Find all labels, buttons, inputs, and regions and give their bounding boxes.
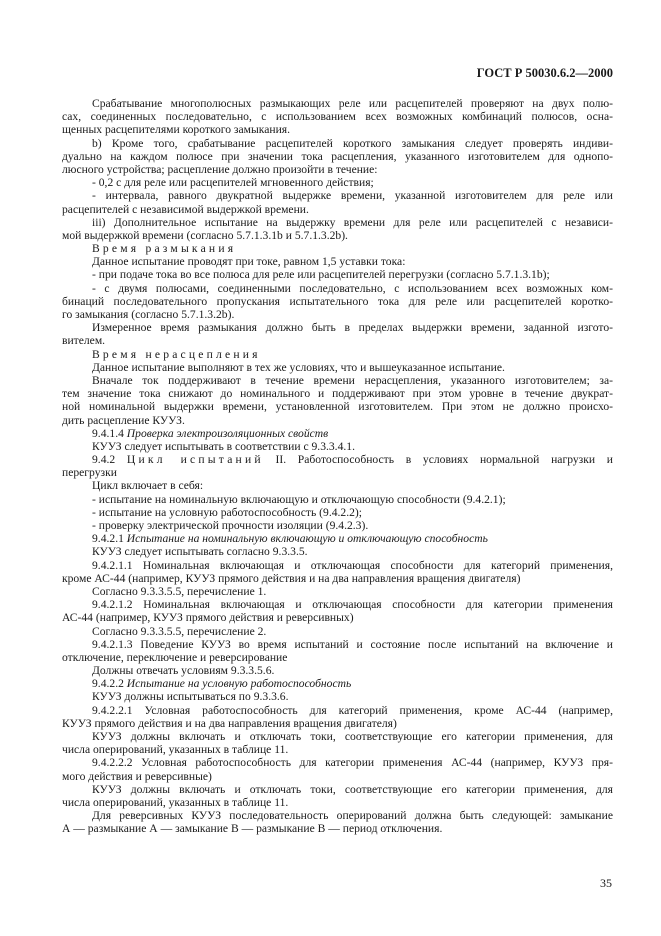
italic-heading: Испытание на номинальную включающую и отключающую способность	[126, 532, 488, 546]
text-line	[62, 677, 613, 690]
text-segment: 9.4.2.2	[92, 677, 127, 691]
spaced-heading: Время нерасцепления	[92, 347, 261, 361]
text-segment: бинаций последовательного пропускания испытательного тока для реле или расцепителей коротко-	[62, 294, 613, 308]
text-segment: 9.4.2.1.1 Номинальная включающая и отключающая способности для категорий применения,	[92, 558, 613, 572]
text-segment: числа оперирований, указанных в таблице 11.	[62, 795, 289, 809]
text-line	[62, 770, 613, 783]
text-line	[62, 783, 613, 796]
text-segment: КУУЗ должны испытываться по 9.3.3.6.	[92, 690, 289, 704]
text-line	[62, 282, 613, 295]
text-line	[62, 664, 613, 677]
text-line	[62, 756, 613, 769]
text-line	[62, 453, 613, 466]
text-line	[62, 348, 613, 361]
text-segment: 9.4.1.4	[92, 426, 127, 440]
text-segment: ной номинальной выдержки времени, установленной изготовителем. При этом не должно происхо-	[62, 400, 613, 414]
text-segment: мой выдержкой времени (согласно 5.7.1.3.1b и 5.7.1.3.2b).	[62, 228, 348, 242]
text-segment: Срабатывание многополюсных размыкающих реле или расцепителей проверяют на двух полю-	[92, 97, 613, 110]
spaced-heading: Цикл испытаний	[126, 453, 264, 467]
text-segment: А — размыкание А — замыкание В — размыкание В — период отключения.	[62, 822, 443, 836]
text-line	[62, 479, 613, 492]
text-line	[62, 110, 613, 123]
text-segment: - испытание на номинальную включающую и отключающую способности (9.4.2.1);	[92, 492, 506, 506]
text-segment: - проверку электрической прочности изоляции (9.4.2.3).	[92, 519, 369, 532]
text-line	[62, 387, 613, 400]
text-segment: Согласно 9.3.3.5.5, перечисление 1.	[92, 584, 267, 598]
text-segment: - 0,2 с для реле или расцепителей мгновенного действия;	[92, 176, 374, 190]
text-line	[62, 717, 613, 730]
text-line	[62, 519, 613, 532]
text-line	[62, 532, 613, 545]
text-line	[62, 334, 613, 347]
text-line	[62, 308, 613, 321]
text-segment: КУУЗ следует испытывать в соответствии с 9.3.3.4.1.	[92, 439, 355, 453]
text-line	[62, 321, 613, 334]
text-segment: Должны отвечать условиям 9.3.3.5.6.	[92, 664, 275, 678]
text-line	[62, 730, 613, 743]
text-line	[62, 216, 613, 229]
text-segment: тем значение тока снижают до номинального и поддерживают при этом уровне в течение двукрат-	[62, 387, 613, 401]
text-line	[62, 545, 613, 558]
text-segment: дуально на каждом полюсе при значении тока расцепления, указанного изготовителем для однопо-	[62, 149, 613, 163]
text-segment: - испытание на условную работоспособность (9.4.2.2);	[92, 505, 362, 519]
text-segment: Для реверсивных КУУЗ последовательность оперирований должна быть следующей: замыкание	[92, 809, 613, 823]
text-line	[62, 506, 613, 519]
text-segment: КУУЗ должны включать и отключать токи, соответствующие его категории применения, для	[92, 730, 613, 743]
text-line	[62, 638, 613, 651]
text-segment: 9.4.2.1.3 Поведение КУУЗ во время испытаний и состояние после испытаний на включение и	[92, 637, 613, 651]
text-line	[62, 611, 613, 624]
text-segment: 9.4.2	[92, 453, 127, 467]
text-line	[62, 176, 613, 189]
text-line	[62, 374, 613, 387]
text-line	[62, 137, 613, 150]
text-line	[62, 242, 613, 255]
text-line	[62, 361, 613, 374]
text-segment: Измеренное время размыкания должно быть в пределах выдержки времени, заданной изгото-	[92, 321, 613, 335]
text-segment: - интервала, равного двукратной выдержке времени, указанной изготовителем для реле или	[92, 189, 613, 203]
text-segment: го замыкания (согласно 5.7.1.3.2b).	[62, 308, 235, 321]
text-segment: КУУЗ должны включать и отключать токи, соответствующие его категории применения, для	[92, 782, 613, 796]
text-line	[62, 704, 613, 717]
text-segment: КУУЗ следует испытывать согласно 9.3.3.5.	[92, 545, 308, 559]
text-line	[62, 585, 613, 598]
text-segment: щенных расцепителями короткого замыкания.	[62, 123, 291, 137]
text-segment: дить расцепление КУУЗ.	[62, 413, 185, 427]
text-line	[62, 268, 613, 281]
text-segment: кроме АС-44 (например, КУУЗ прямого действия и на два направления вращения двигателя)	[62, 571, 521, 585]
text-line	[62, 440, 613, 453]
text-segment: b) Кроме того, срабатывание расцепителей короткого замыкания следует проверять индиви-	[92, 136, 613, 150]
text-segment: расцепителей с независимой выдержкой времени.	[62, 202, 309, 216]
text-line	[62, 427, 613, 440]
text-segment: сах, соединенных последовательно, с использованием всех возможных комбинаций полюсов, осна-	[62, 110, 613, 124]
page-number: 35	[600, 876, 612, 890]
text-line	[62, 255, 613, 268]
text-segment: - при подаче тока во все полюса для реле или расцепителей перегрузки (согласно 5.7.1.3.1b);	[92, 268, 550, 282]
text-line	[62, 295, 613, 308]
text-segment: - с двумя полюсами, соединенными последовательно, с использованием всех возможных ком-	[92, 281, 613, 295]
text-segment: 9.4.2.1.2 Номинальная включающая и отключающая способности для категории применения	[92, 598, 613, 612]
spaced-heading: Время размыкания	[92, 242, 237, 256]
text-line	[62, 572, 613, 585]
text-segment: Цикл включает в себя:	[92, 479, 204, 493]
text-line	[62, 466, 613, 479]
text-line	[62, 400, 613, 413]
text-segment: Данное испытание проводят при токе, равном 1,5 уставки тока:	[92, 255, 406, 269]
text-segment: 9.4.2.1	[92, 532, 127, 546]
text-line	[62, 163, 613, 176]
text-line	[62, 414, 613, 427]
text-segment: перегрузки	[62, 466, 117, 480]
text-line	[62, 189, 613, 202]
text-segment: 9.4.2.2.1 Условная работоспособность для категорий применения, кроме АС-44 (например,	[92, 703, 613, 717]
text-segment: люсного устройства; расцепление должно произойти в течение:	[62, 162, 378, 176]
text-segment: Вначале ток поддерживают в течение времени нерасцепления, указанного изготовителем; за-	[92, 373, 613, 387]
text-line	[62, 796, 613, 809]
italic-heading: Проверка электроизоляционных свойств	[126, 426, 329, 440]
text-line	[62, 123, 613, 136]
text-line	[62, 625, 613, 638]
text-line	[62, 809, 613, 822]
text-segment: Согласно 9.3.3.5.5, перечисление 2.	[92, 624, 267, 638]
text-line	[62, 559, 613, 572]
text-segment: КУУЗ прямого действия и на два направления вращения двигателя)	[62, 716, 397, 730]
text-segment: числа оперирований, указанных в таблице 11.	[62, 743, 289, 757]
text-line	[62, 97, 613, 110]
document-body	[62, 97, 613, 836]
text-line	[62, 229, 613, 242]
text-line	[62, 690, 613, 703]
text-segment: мого действия и реверсивные)	[62, 769, 212, 783]
text-line	[62, 822, 613, 835]
text-line	[62, 651, 613, 664]
text-segment: вителем.	[62, 334, 106, 348]
text-segment: II. Работоспособность в условиях нормальной нагрузки и	[263, 453, 613, 467]
document-header: ГОСТ Р 50030.6.2—2000	[476, 66, 613, 80]
text-segment: 9.4.2.2.2 Условная работоспособность для категории применения АС-44 (например, КУУЗ пря-	[92, 756, 613, 770]
text-line	[62, 743, 613, 756]
text-segment: iii) Дополнительное испытание на выдержку времени для реле или расцепителей с независи-	[92, 215, 613, 229]
text-line	[62, 493, 613, 506]
text-line	[62, 598, 613, 611]
text-line	[62, 150, 613, 163]
text-line	[62, 203, 613, 216]
italic-heading: Испытание на условную работоспособность	[126, 677, 352, 691]
text-segment: Данное испытание выполняют в тех же условиях, что и вышеуказанное испытание.	[92, 360, 505, 374]
text-segment: отключение, переключение и реверсирование	[62, 650, 288, 664]
text-segment: АС-44 (например, КУУЗ прямого действия и реверсивных)	[62, 611, 354, 625]
